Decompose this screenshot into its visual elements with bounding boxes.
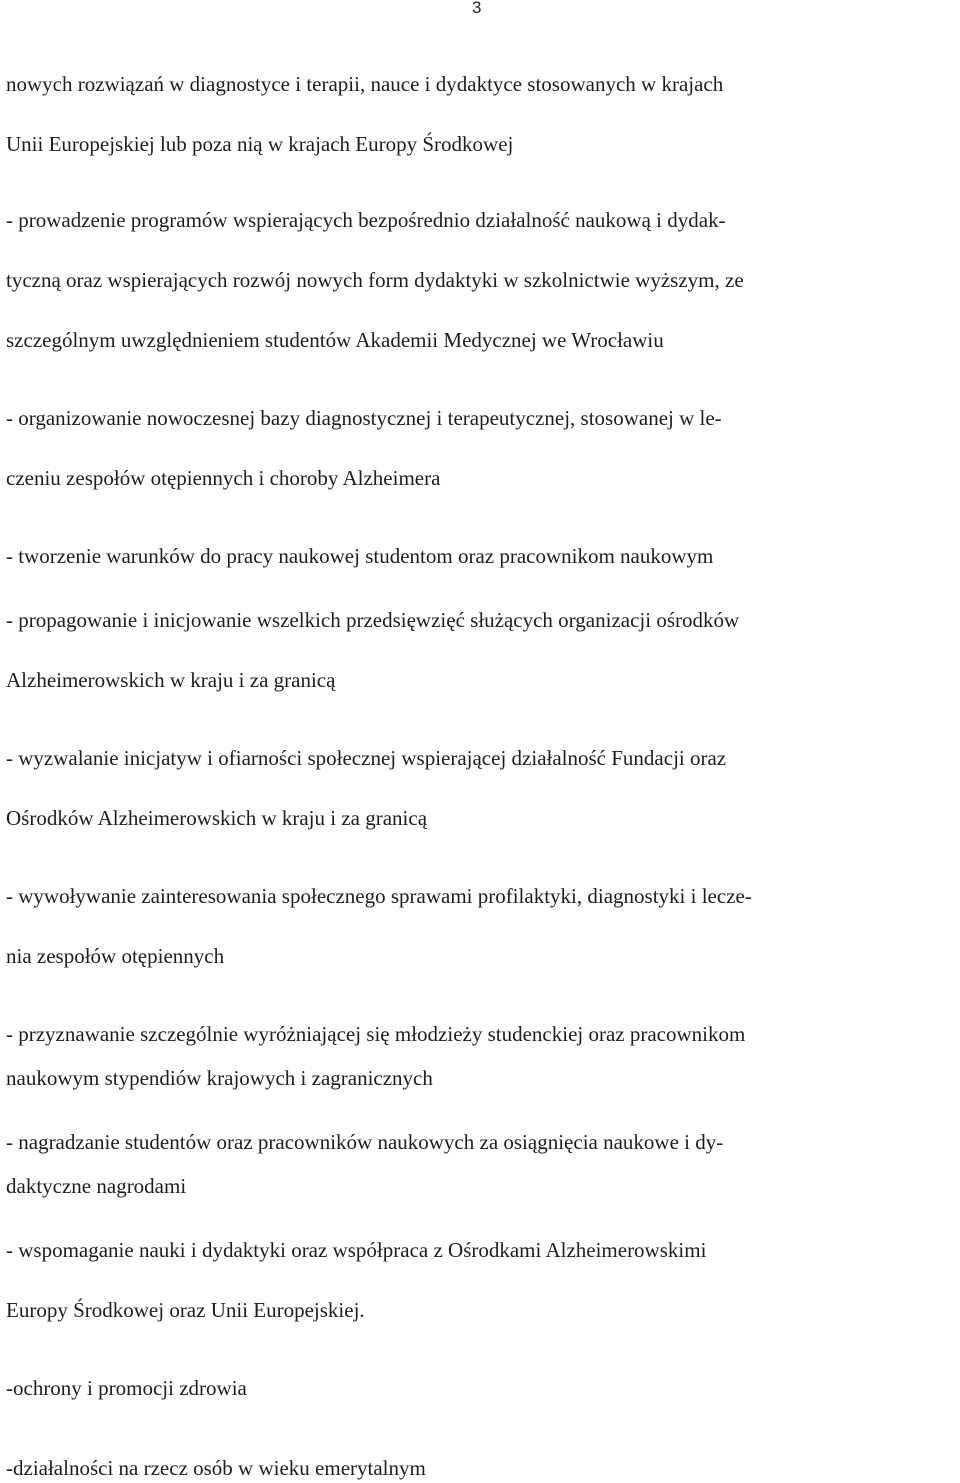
text-line: - organizowanie nowoczesnej bazy diagnostycznej i terapeutycznej, stosowanej w le-: [6, 406, 722, 430]
text-line: tyczną oraz wspierających rozwój nowych form dydaktyki w szkolnictwie wyższym, ze: [6, 268, 744, 292]
text-line: czeniu zespołów otępiennych i choroby Alzheimera: [6, 466, 441, 490]
text-line: -ochrony i promocji zdrowia: [6, 1376, 247, 1400]
page-number: 3: [472, 0, 482, 17]
text-line: - wywoływanie zainteresowania społecznego sprawami profilaktyki, diagnostyki i lecze-: [6, 884, 752, 908]
text-line: Unii Europejskiej lub poza nią w krajach Europy Środkowej: [6, 132, 514, 156]
text-line: - wyzwalanie inicjatyw i ofiarności społecznej wspierającej działalność Fundacji oraz: [6, 746, 727, 770]
text-line: nia zespołów otępiennych: [6, 944, 225, 968]
text-line: - przyznawanie szczególnie wyróżniającej się młodzieży studenckiej oraz pracownikom: [6, 1022, 746, 1046]
text-line: szczególnym uwzględnieniem studentów Akademii Medycznej we Wrocławiu: [6, 328, 664, 352]
text-line: nowych rozwiązań w diagnostyce i terapii, nauce i dydaktyce stosowanych w krajach: [6, 72, 724, 96]
text-line: - wspomaganie nauki i dydaktyki oraz współpraca z Ośrodkami Alzheimerowskimi: [6, 1238, 707, 1262]
text-line: - propagowanie i inicjowanie wszelkich przedsięwzięć służących organizacji ośrodków: [6, 608, 740, 632]
text-line: naukowym stypendiów krajowych i zagranicznych: [6, 1066, 433, 1090]
text-line: Europy Środkowej oraz Unii Europejskiej.: [6, 1298, 365, 1322]
text-line: Ośrodków Alzheimerowskich w kraju i za granicą: [6, 806, 428, 830]
text-line: Alzheimerowskich w kraju i za granicą: [6, 668, 336, 692]
text-line: - nagradzanie studentów oraz pracowników naukowych za osiągnięcia naukowe i dy-: [6, 1130, 724, 1154]
text-line: - prowadzenie programów wspierających bezpośrednio działalność naukową i dydak-: [6, 208, 726, 232]
text-line: - tworzenie warunków do pracy naukowej studentom oraz pracownikom naukowym: [6, 544, 714, 568]
text-line: -działalności na rzecz osób w wieku emerytalnym: [6, 1456, 426, 1480]
text-line: daktyczne nagrodami: [6, 1174, 187, 1198]
